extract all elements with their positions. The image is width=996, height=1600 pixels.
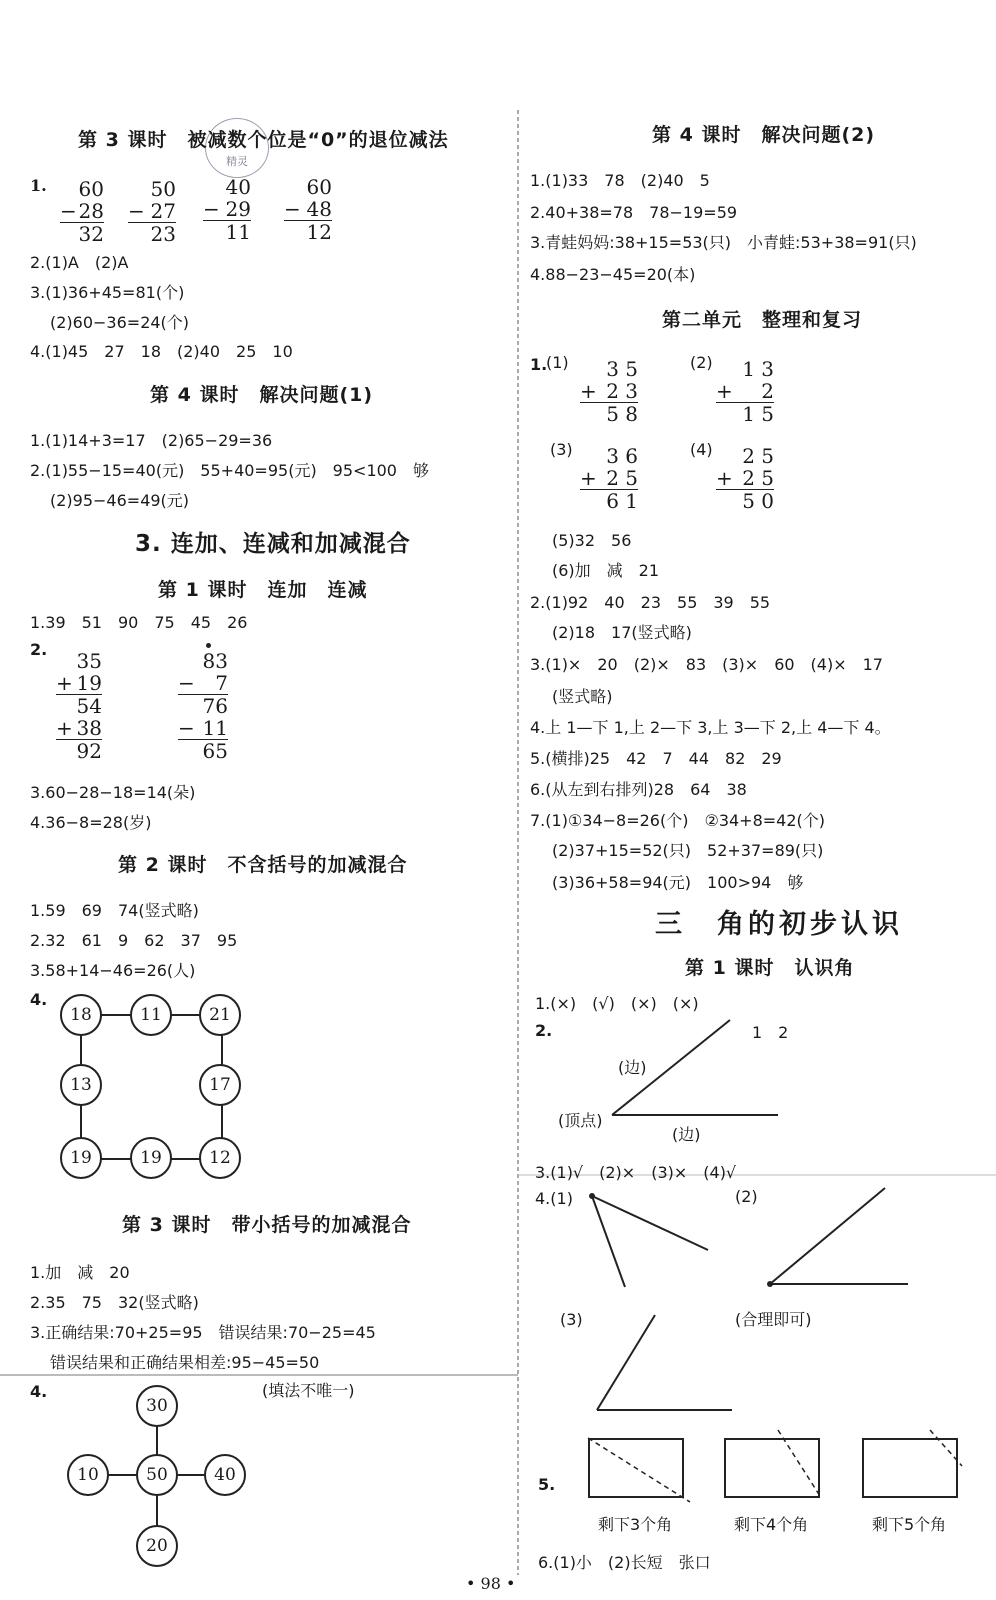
answer-line: 2.(1)A (2)A <box>30 253 129 272</box>
answer-line: 6.(1)小 (2)长短 张口 <box>538 1553 711 1572</box>
answer-line: 1.(1)33 78 (2)40 5 <box>530 171 710 190</box>
vertical-subtraction: 50 − 27 23 <box>128 177 176 246</box>
number-circle: 19 <box>130 1137 172 1179</box>
sub-label: 4.(1) <box>535 1189 573 1208</box>
label-vertex: (顶点) <box>558 1111 603 1130</box>
answer-line: 3.青蛙妈妈:38+15=53(只) 小青蛙:53+38=91(只) <box>530 233 917 252</box>
section-title: 第 2 课时 不含括号的加减混合 <box>118 854 408 876</box>
question-label: 1. <box>30 176 47 195</box>
number-circle: 17 <box>199 1064 241 1106</box>
number-circle: 12 <box>199 1137 241 1179</box>
answer-line: 1.59 69 74(竖式略) <box>30 901 199 920</box>
label-edge: (边) <box>618 1058 647 1077</box>
answer-line: 3.60−28−18=14(朵) <box>30 783 196 802</box>
answer-line: (2)18 17(竖式略) <box>552 623 692 642</box>
sub-label: (2) <box>690 353 713 372</box>
answer-line: 2.35 75 32(竖式略) <box>30 1293 199 1312</box>
vertical-addition: 3 5 + 2 3 5 8 <box>580 357 638 426</box>
question-label: 1. <box>530 355 548 374</box>
section-title: 第 3 课时 被减数个位是“0”的退位减法 <box>78 129 449 151</box>
answer-line: (3)36+58=94(元) 100>94 够 <box>552 873 804 892</box>
answer-line: 2.40+38=78 78−19=59 <box>530 203 738 222</box>
sub-label: (3) <box>560 1310 583 1329</box>
number-circle: 21 <box>199 994 241 1036</box>
answer-line: 6.(从左到右排列)28 64 38 <box>530 780 747 799</box>
answer-line: 2.32 61 9 62 37 95 <box>30 931 238 950</box>
question-label: 5. <box>538 1475 556 1494</box>
number-circle: 19 <box>60 1137 102 1179</box>
question-label: 2. <box>30 640 48 659</box>
section-title: 第 4 课时 解决问题(2) <box>652 124 876 146</box>
page-number: • 98 • <box>466 1574 516 1593</box>
number-circle: 13 <box>60 1064 102 1106</box>
answer-line: (2)37+15=52(只) 52+37=89(只) <box>552 841 824 860</box>
answer-line: 错误结果和正确结果相差:95−45=50 <box>50 1353 320 1372</box>
rect-caption: 剩下4个角 <box>734 1515 809 1534</box>
stamp: 精灵 <box>205 118 269 178</box>
number-circle: 18 <box>60 994 102 1036</box>
section-heading: 3. 连加、连减和加减混合 <box>135 531 411 557</box>
section-title: 第 1 课时 认识角 <box>685 957 855 979</box>
rect-caption: 剩下5个角 <box>872 1515 947 1534</box>
vertical-addition: 3 6 + 2 5 6 1 <box>580 444 638 513</box>
answer-line: (6)加 减 21 <box>552 561 660 580</box>
answer-line: 1.(×) (√) (×) (×) <box>535 994 699 1013</box>
sub-label: (3) <box>550 440 573 459</box>
chapter-title: 三 角的初步认识 <box>655 909 903 940</box>
answer-line: 7.(1)①34−8=26(个) ②34+8=42(个) <box>530 811 826 830</box>
number-circle: 10 <box>67 1454 109 1496</box>
answer-line: (2)60−36=24(个) <box>50 313 190 332</box>
section-title: 第 3 课时 带小括号的加减混合 <box>122 1214 412 1236</box>
answer-line: 3.(1)× 20 (2)× 83 (3)× 60 (4)× 17 <box>530 655 883 674</box>
cut-rectangle <box>724 1438 820 1498</box>
question-label: 2. <box>535 1021 553 1040</box>
answer-line: 4.88−23−45=20(本) <box>530 265 696 284</box>
answer-line: (2)95−46=49(元) <box>50 491 190 510</box>
number-circle: 11 <box>130 994 172 1036</box>
answer-line: 3.正确结果:70+25=95 错误结果:70−25=45 <box>30 1323 376 1342</box>
note: (合理即可) <box>735 1310 812 1329</box>
answer-line: 1.39 51 90 75 45 26 <box>30 613 248 632</box>
section-title: 第 4 课时 解决问题(1) <box>150 384 374 406</box>
number-circle: 20 <box>136 1525 178 1567</box>
label-edge: (边) <box>672 1125 701 1144</box>
vertical-addition-chain: 35 + 19 54 + 38 92 <box>56 649 102 763</box>
answer-line: 5.(横排)25 42 7 44 82 29 <box>530 749 782 768</box>
answer-line: 3.58+14−46=26(人) <box>30 961 196 980</box>
number-circle: 30 <box>136 1385 178 1427</box>
cut-rectangle <box>862 1438 958 1498</box>
rect-caption: 剩下3个角 <box>598 1515 673 1534</box>
vertical-subtraction: 40 − 29 11 <box>203 175 251 244</box>
vertical-subtraction: 60 − 48 12 <box>284 175 332 244</box>
vertical-addition: 1 3 + 2 1 5 <box>716 357 774 426</box>
answer-line: 4.上 1—下 1,上 2—下 3,上 3—下 2,上 4—下 4。 <box>530 718 891 737</box>
question-label: 4. <box>30 990 48 1009</box>
vertical-subtraction-chain: 83 − 7 76 − 11 65 <box>178 649 228 763</box>
number-circle: 50 <box>136 1454 178 1496</box>
cut-rectangle <box>588 1438 684 1498</box>
vertical-addition: 2 5 + 2 5 5 0 <box>716 444 774 513</box>
answer-line: (5)32 56 <box>552 531 632 550</box>
note: (填法不唯一) <box>262 1381 355 1400</box>
section-title: 第 1 课时 连加 连减 <box>158 579 368 601</box>
angle-numbers: 1 2 <box>752 1023 789 1042</box>
answer-line: 2.(1)55−15=40(元) 55+40=95(元) 95<100 够 <box>30 461 429 480</box>
answer-line: 3.(1)√ (2)× (3)× (4)√ <box>535 1163 737 1182</box>
sub-label: (2) <box>735 1187 758 1206</box>
answer-line: 2.(1)92 40 23 55 39 55 <box>530 593 771 612</box>
answer-line: 1.(1)14+3=17 (2)65−29=36 <box>30 431 273 450</box>
sub-label: (4) <box>690 440 713 459</box>
answer-line: 4.36−8=28(岁) <box>30 813 152 832</box>
sub-label: (1) <box>546 353 569 372</box>
answer-line: 3.(1)36+45=81(个) <box>30 283 185 302</box>
answer-line: (竖式略) <box>552 687 613 706</box>
question-label: 4. <box>30 1382 48 1401</box>
answer-line: 1.加 减 20 <box>30 1263 130 1282</box>
answer-line: 4.(1)45 27 18 (2)40 25 10 <box>30 342 293 361</box>
number-circle: 40 <box>204 1454 246 1496</box>
section-title: 第二单元 整理和复习 <box>662 309 863 331</box>
vertical-subtraction: 60 − 28 32 <box>60 177 104 246</box>
